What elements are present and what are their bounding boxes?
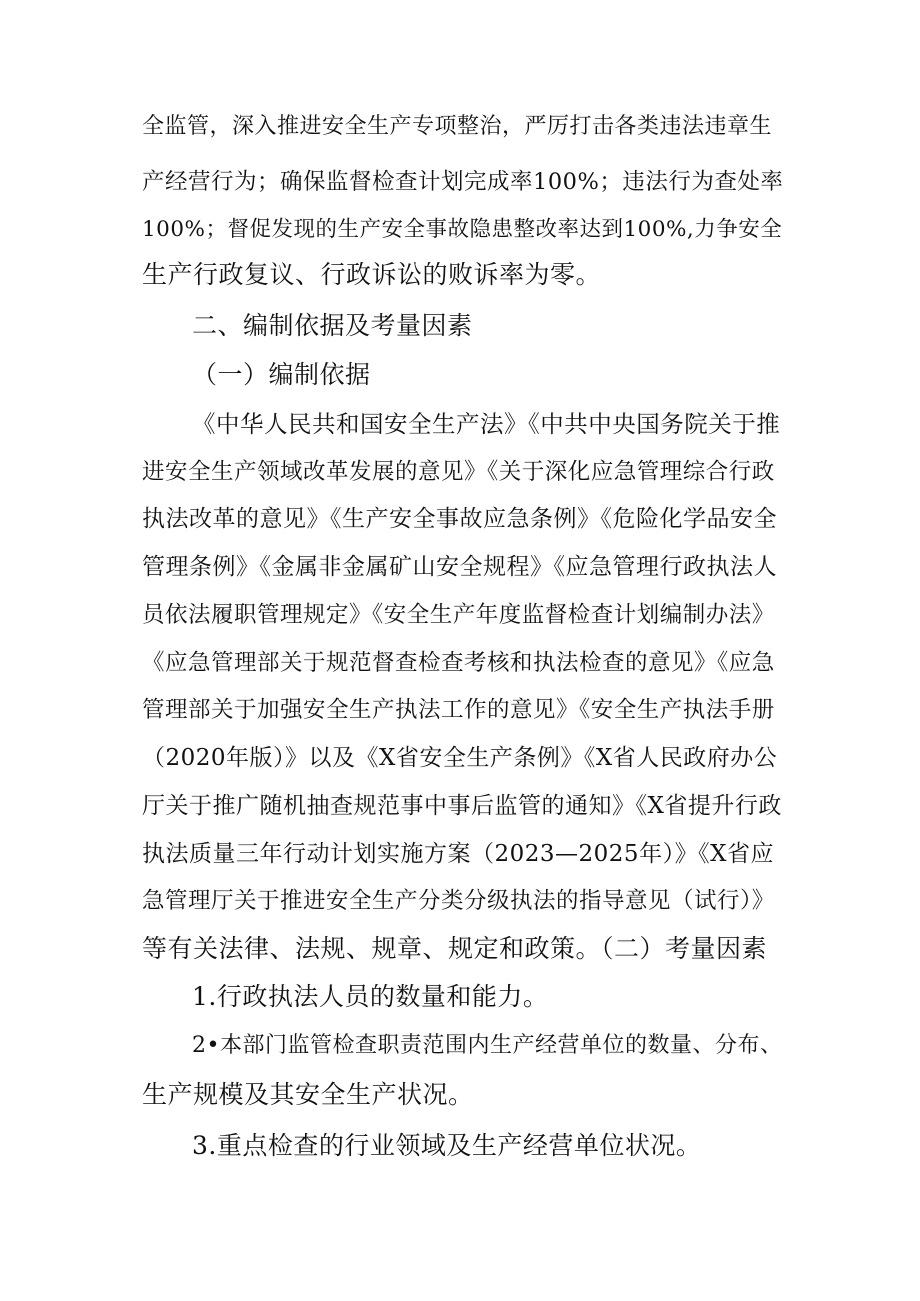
subsection-heading: （一）编制依据 [192,360,371,389]
text-line-8: 进安全生产领域改革发展的意见》《关于深化应急管理综合行政 [142,459,775,485]
text-line-17: 急管理厅关于推进安全生产分类分级执法的指导意见（试行）》 [142,888,775,914]
text-line-9: 执法改革的意见》《生产安全事故应急条例》《危险化学品安全 [142,506,777,532]
list-item-3: 3.重点检查的行业领域及生产经营单位状况。 [192,1131,702,1160]
text-line-16: 执法质量三年行动计划实施方案（2023—2025年）》《X省应 [142,841,774,867]
text-line-10: 管理条例》《金属非金属矿山安全规程》《应急管理行政执法人 [142,554,777,580]
text-line-12: 《应急管理部关于规范督查检查考核和执法检查的意见》《应急 [142,650,775,676]
text-line-18: 等有关法律、法规、规章、规定和政策。（二）考量因素 [142,934,768,963]
text-line-11: 员依法履职管理规定》《安全生产年度监督检查计划编制办法》 [142,602,775,628]
text-line-15: 厅关于推广随机抽查规范事中事后监管的通知》《X省提升行政 [142,793,782,819]
text-line-3: 100%；督促发现的生产安全事故隐患整改率达到100%,力争安全 [142,217,783,242]
text-line-2: 产经营行为；确保监督检查计划完成率100%；违法行为查处率 [142,169,784,195]
text-line-4: 生产行政复议、行政诉讼的败诉率为零。 [142,260,602,289]
text-line-1: 全监管，深入推进安全生产专项整治，严厉打击各类违法违章生 [142,114,773,139]
section-heading: 二、编制依据及考量因素 [192,311,473,340]
list-item-1: 1.行政执法人员的数量和能力。 [192,982,549,1011]
list-item-2-cont: 生产规模及其安全生产状况。 [142,1080,474,1109]
text-line-7: 《中华人民共和国安全生产法》《中共中央国务院关于推 [192,410,781,438]
text-line-13: 管理部关于加强安全生产执法工作的意见》《安全生产执法手册 [142,697,775,723]
list-item-2: 2•本部门监管检查职责范围内生产经营单位的数量、分布、 [192,1033,783,1058]
text-line-14: （2020年版）》以及《X省安全生产条例》《X省人民政府办公 [142,745,778,771]
